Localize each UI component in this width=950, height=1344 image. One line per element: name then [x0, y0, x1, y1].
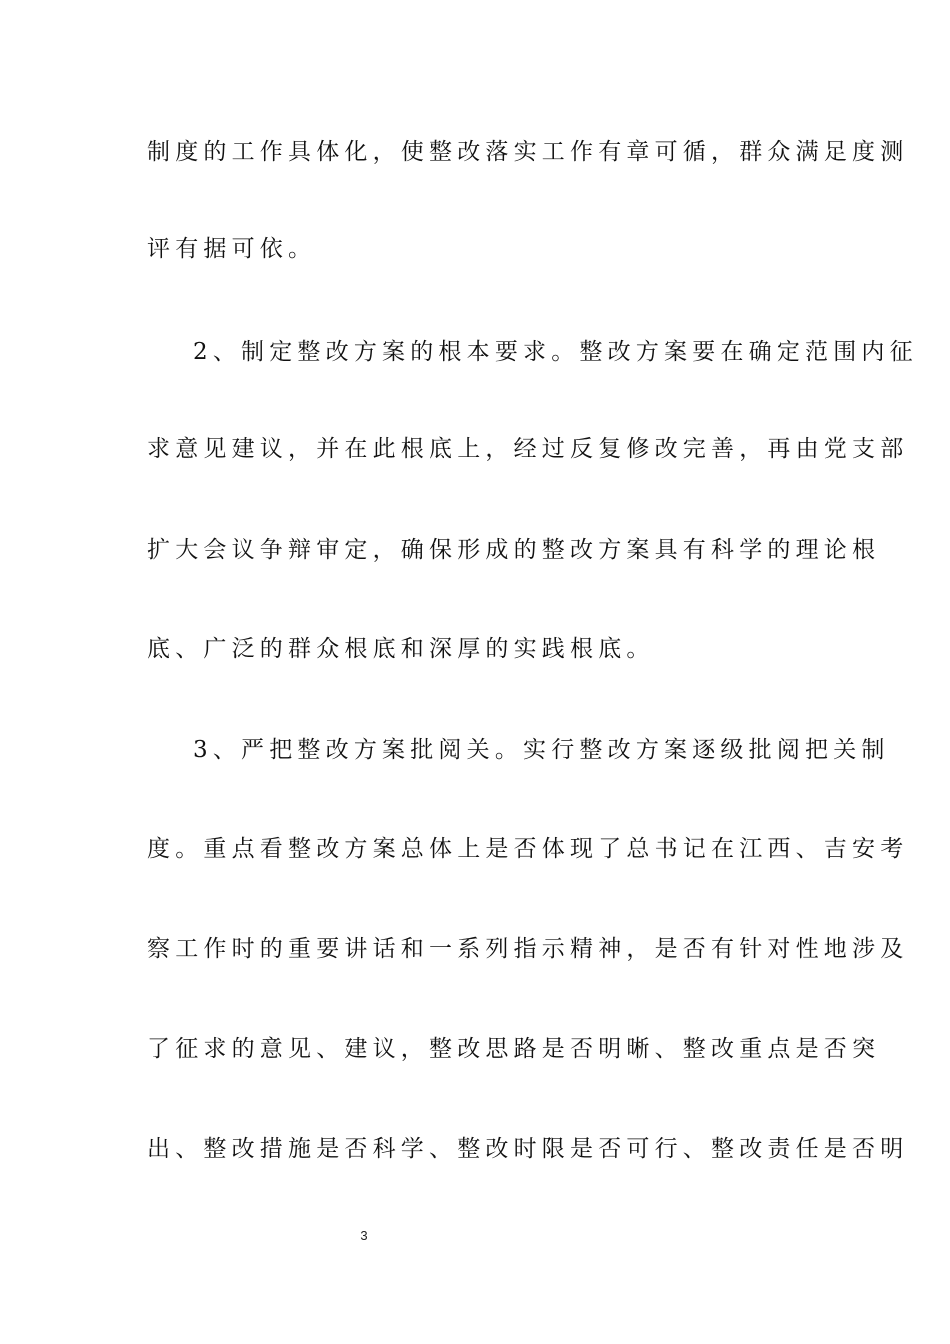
text-line-2: 评有据可依。	[147, 236, 317, 262]
text-line-3: 2、制定整改方案的根本要求。整改方案要在确定范围内征	[193, 339, 918, 365]
text-line-4: 求意见建议，并在此根底上，经过反复修改完善，再由党支部	[147, 436, 909, 462]
text-line-7: 3、严把整改方案批阅关。实行整改方案逐级批阅把关制	[193, 737, 890, 763]
text-line-8: 度。重点看整改方案总体上是否体现了总书记在江西、吉安考	[147, 836, 909, 862]
text-line-11: 出、整改措施是否科学、整改时限是否可行、整改责任是否明	[147, 1136, 909, 1162]
text-line-5: 扩大会议争辩审定，确保形成的整改方案具有科学的理论根	[147, 537, 881, 563]
text-line-10: 了征求的意见、建议，整改思路是否明晰、整改重点是否突	[147, 1036, 881, 1062]
text-line-1: 制度的工作具体化，使整改落实工作有章可循，群众满足度测	[147, 139, 909, 165]
text-line-9: 察工作时的重要讲话和一系列指示精神，是否有针对性地涉及	[147, 936, 909, 962]
text-line-6: 底、广泛的群众根底和深厚的实践根底。	[147, 636, 655, 662]
page-number: 3	[360, 1228, 368, 1243]
